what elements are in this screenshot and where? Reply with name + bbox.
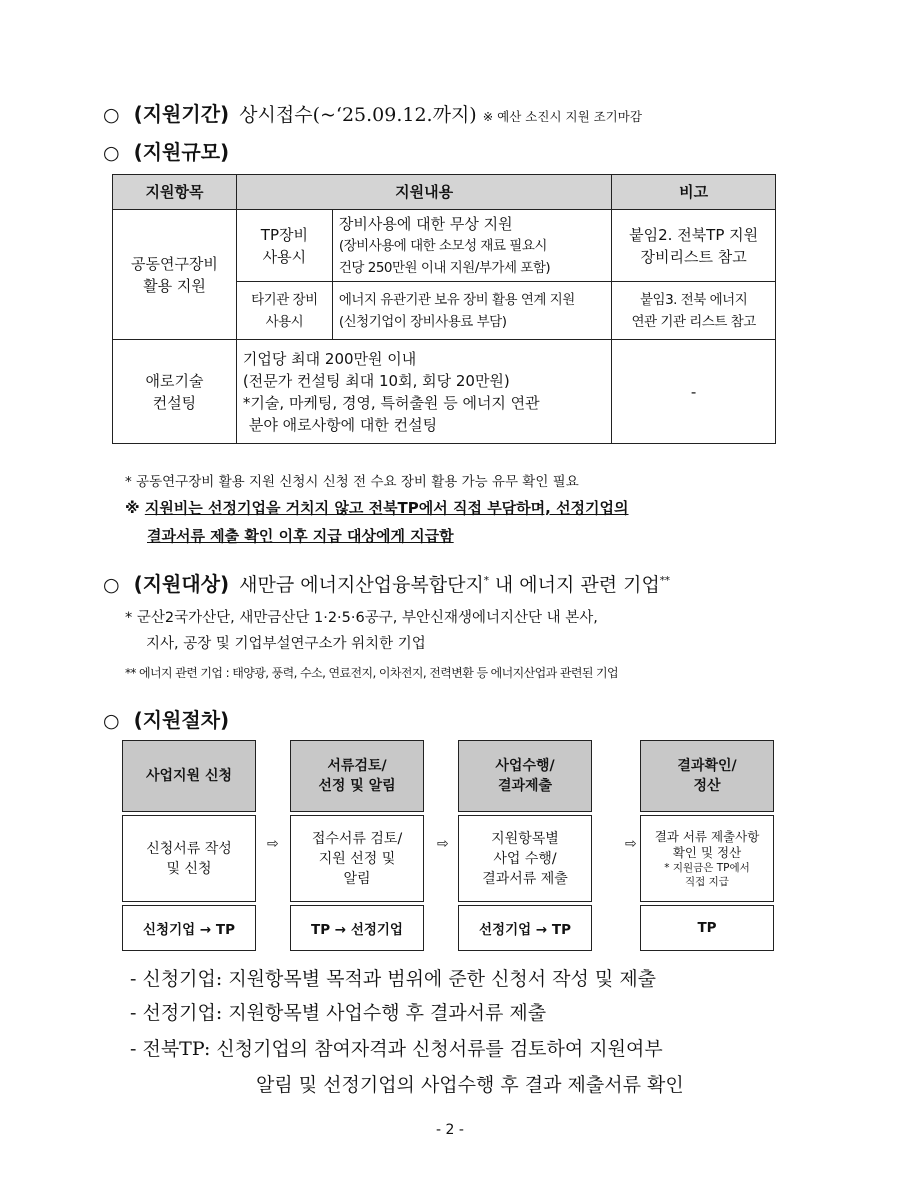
section-target: [103, 568, 670, 597]
step-flow: 신청기업 → TP: [122, 905, 256, 951]
section-bullet: ○: [103, 574, 120, 596]
sub-item-label: TP장비 사용시: [260, 225, 308, 266]
procedure-step: [640, 740, 774, 951]
section-procedure: [103, 704, 239, 733]
table-cell: [332, 210, 611, 282]
step-head-line: 정산: [693, 778, 721, 794]
step-head-line: 결과확인/: [677, 758, 737, 774]
step-detail-line: 및 신청: [166, 860, 212, 877]
content-line: 장비사용에 대한 무상 지원: [338, 214, 513, 233]
sub-item-label: 타기관 장비 사용시: [251, 291, 318, 330]
procedure-step: [290, 740, 424, 951]
step-detail-line: 결과서류 제출: [482, 870, 568, 887]
note-line: 붙임2. 전북TP 지원: [629, 225, 759, 244]
warning-notice: [125, 494, 629, 550]
procedure-description: - 신청기업: 지원항목별 목적과 범위에 준한 신청서 작성 및 제출: [130, 968, 657, 990]
table-cell: [113, 340, 237, 444]
section-period: [103, 98, 642, 127]
section-bullet: ○: [103, 104, 120, 126]
content-line: 기업당 최대 200만원 이내: [242, 349, 417, 368]
procedure-description: - 선정기업: 지원항목별 사업수행 후 결과서류 제출: [130, 1002, 547, 1024]
step-detail: [640, 815, 774, 902]
procedure-description: - 전북TP: 신청기업의 참여자격과 신청서류를 검토하여 지원여부: [130, 1038, 663, 1060]
step-head: [458, 740, 592, 812]
step-head-line: 서류검토/: [327, 758, 387, 774]
support-scale-table: [112, 174, 776, 444]
step-detail-line: 알림: [343, 870, 371, 887]
table-cell: [332, 282, 611, 340]
section-title: (지원규모): [133, 140, 230, 164]
page-number: - 2 -: [436, 1122, 464, 1138]
step-detail-line: 신청서류 작성: [146, 840, 232, 857]
table-header: 지원항목: [113, 175, 237, 210]
table-header: 비고: [612, 175, 776, 210]
section-bullet: ○: [103, 142, 120, 164]
content-line: 분야 애로사항에 대한 컨설팅: [248, 415, 438, 434]
target-footnote: ** 에너지 관련 기업 : 태양광, 풍력, 수소, 연료전지, 이차전지, 전력변환 등 에너지산업과 관련된 기업: [125, 666, 619, 680]
table-cell: [236, 282, 332, 340]
table-header: 지원내용: [236, 175, 611, 210]
content-line: (신청기업이 장비사용료 부담): [338, 313, 507, 330]
table-row: [113, 340, 776, 444]
warning-line: 지원비는 선정기업을 거치지 않고 전북TP에서 직접 부담하며, 선정기업의: [144, 499, 629, 517]
content-line: 에너지 유관기관 보유 장비 활용 연계 지원: [338, 291, 575, 308]
step-detail-line: 사업 수행/: [493, 850, 557, 867]
step-flow: TP → 선정기업: [290, 905, 424, 951]
warning-line: 결과서류 제출 확인 이후 지급 대상에게 지급함: [147, 527, 454, 545]
step-detail-line: 접수서류 검토/: [311, 830, 403, 847]
flow-arrow-icon: ⇨: [267, 836, 279, 852]
section-bullet: ○: [103, 710, 120, 732]
section-title: (지원대상): [133, 572, 230, 596]
step-head: [122, 740, 256, 812]
section-scale: [103, 136, 239, 165]
table-row: [113, 210, 776, 282]
step-detail-line: 지원 선정 및: [318, 850, 396, 867]
flow-arrow-icon: ⇨: [437, 836, 449, 852]
step-head: [290, 740, 424, 812]
content-line: 건당 250만원 이내 지원/부가세 포함): [338, 259, 551, 276]
warning-mark: ※: [125, 499, 140, 517]
note-line: 장비리스트 참고: [640, 247, 747, 266]
procedure-step: [458, 740, 592, 951]
procedure-step: [122, 740, 256, 951]
note-line: 연관 기관 리스트 참고: [631, 313, 756, 330]
table-header-row: [113, 175, 776, 210]
procedure-description: 알림 및 선정기업의 사업수행 후 결과 제출서류 확인: [256, 1074, 684, 1096]
flow-arrow-icon: ⇨: [625, 836, 637, 852]
step-detail-line: 직접 지급: [685, 875, 729, 888]
item-label: 공동연구장비 활용 지원: [130, 254, 218, 295]
table-cell: [612, 282, 776, 340]
scale-footnote: * 공동연구장비 활용 지원 신청시 신청 전 수요 장비 활용 가능 유무 확인 필요: [125, 474, 579, 490]
step-head-line: 선정 및 알림: [318, 778, 396, 794]
step-detail: [122, 815, 256, 902]
table-cell: [236, 340, 611, 444]
content-line: (장비사용에 대한 소모성 재료 필요시: [338, 237, 547, 254]
step-head-line: 결과제출: [497, 778, 553, 794]
target-text-part: 내 에너지 관련 기업: [488, 574, 660, 596]
item-label: 애로기술 컨설팅: [145, 371, 204, 412]
table-cell: [236, 210, 332, 282]
step-flow: 선정기업 → TP: [458, 905, 592, 951]
step-detail-line: * 지원금은 TP에서: [664, 861, 750, 874]
step-detail-line: 확인 및 정산: [672, 844, 742, 860]
step-head-line: 사업수행/: [495, 758, 555, 774]
step-detail-line: 지원항목별: [491, 830, 559, 847]
footnote-marker: **: [659, 575, 670, 587]
step-head: [640, 740, 774, 812]
step-flow: TP: [640, 905, 774, 951]
period-text: 상시접수(~‘25.09.12.까지): [239, 104, 477, 126]
section-title: (지원기간): [133, 102, 230, 126]
step-detail: [458, 815, 592, 902]
step-detail: [290, 815, 424, 902]
table-cell: [113, 210, 237, 340]
target-text-part: 새만금 에너지산업융복합단지: [239, 574, 484, 596]
footnote-marker: *: [483, 575, 489, 587]
table-cell: -: [612, 340, 776, 444]
target-footnote: * 군산2국가산단, 새만금산단 1·2·5·6공구, 부안신재생에너지산단 내 본사,: [125, 610, 598, 626]
step-head-line: 사업지원 신청: [145, 768, 233, 784]
target-footnote: 지사, 공장 및 기업부설연구소가 위치한 기업: [146, 636, 426, 652]
step-detail-line: 결과 서류 제출사항: [654, 828, 760, 844]
target-text: [239, 570, 670, 597]
note-line: 붙임3. 전북 에너지: [640, 291, 748, 308]
period-note: ※ 예산 소진시 지원 조기마감: [482, 109, 642, 124]
content-line: (전문가 컨설팅 최대 10회, 회당 20만원): [242, 371, 510, 390]
table-cell: [612, 210, 776, 282]
content-line: *기술, 마케팅, 경영, 특허출원 등 에너지 연관: [242, 393, 540, 412]
section-title: (지원절차): [133, 708, 230, 732]
